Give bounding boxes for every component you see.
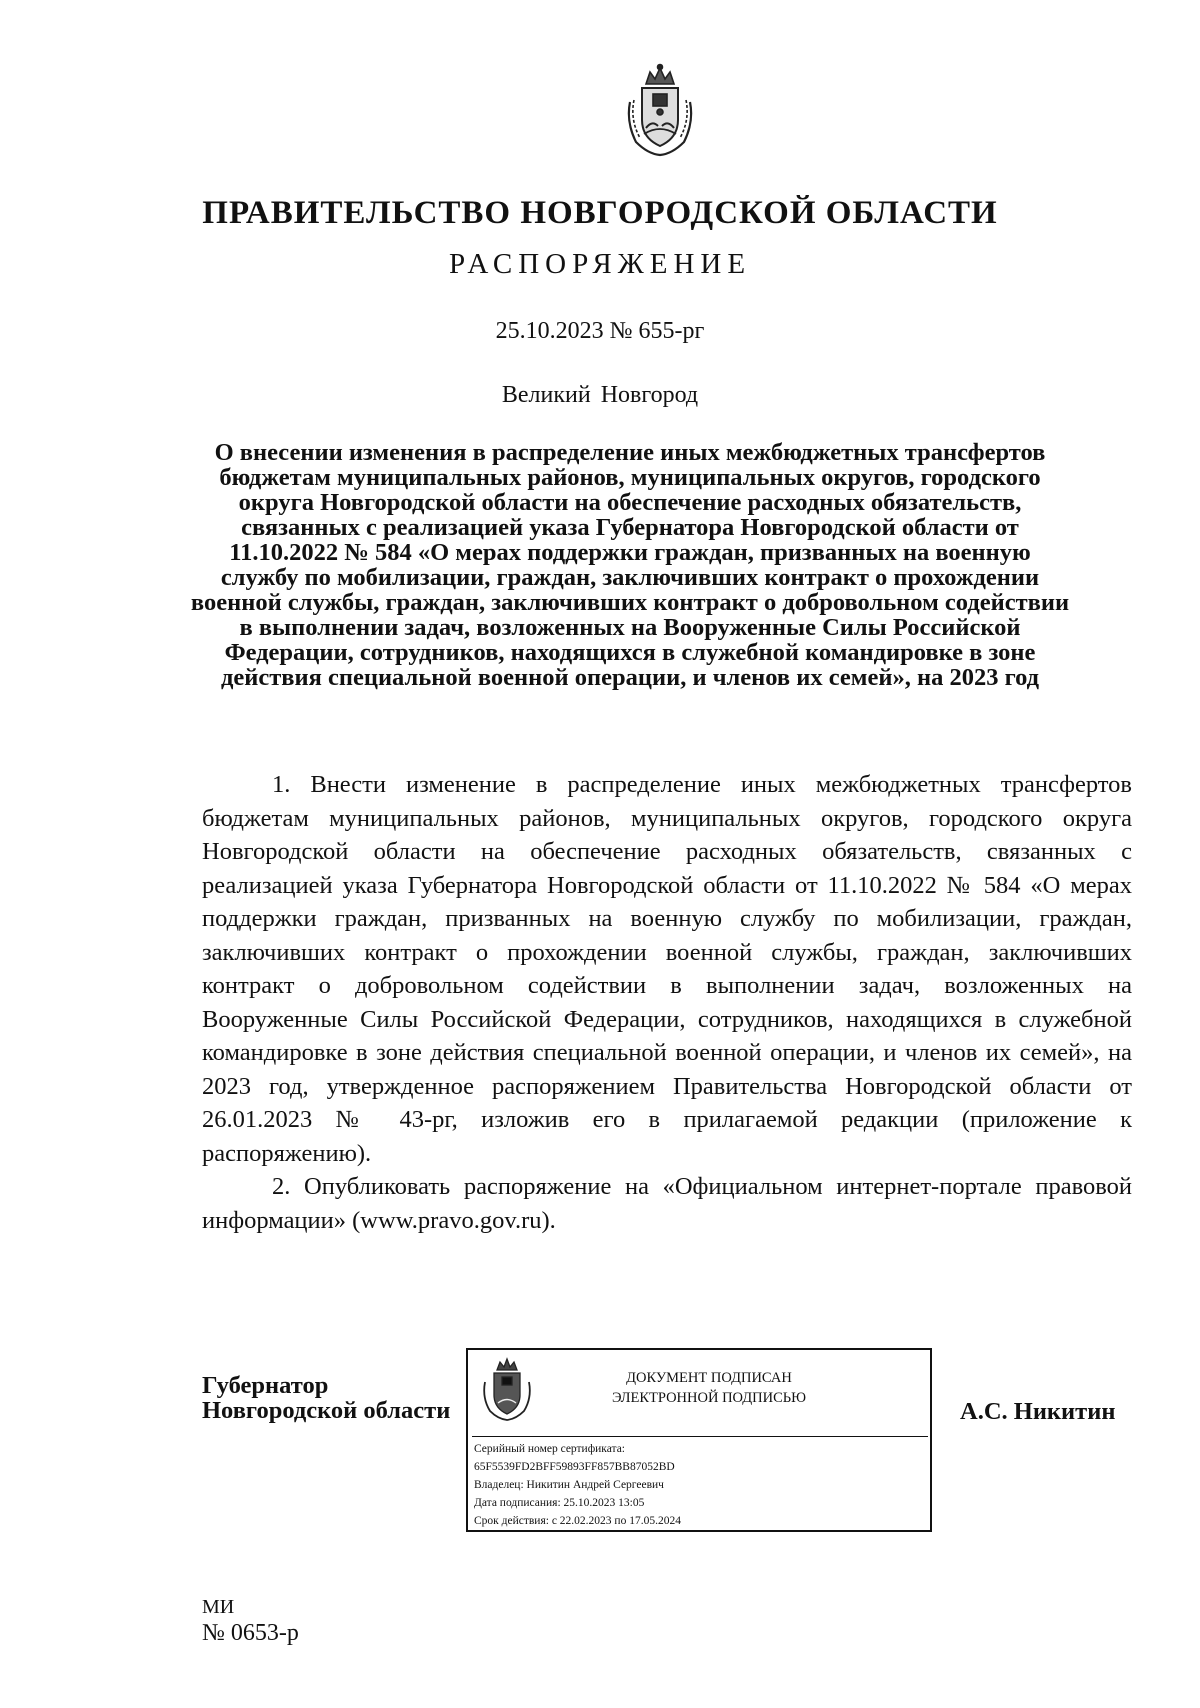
stamp-title (564, 1368, 854, 1408)
stamp-cert-label: Серийный номер сертификата: (474, 1443, 625, 1455)
footer-initials: МИ (202, 1596, 235, 1618)
document-body (202, 768, 1132, 1237)
stamp-validity: Срок действия: с 22.02.2023 по 17.05.2024 (474, 1515, 681, 1527)
novgorod-coat-of-arms-icon (480, 1356, 534, 1422)
stamp-signed-date: Дата подписания: 25.10.2023 13:05 (474, 1497, 645, 1509)
body-paragraph-1: 1. Внести изменение в распределение иных межбюджетных трансфертов бюджетам муниципальных районов, муниципальных округов, городского округа Новгородской области на обеспечение расходных обязательств, связанных с реализацией указа Губернатора Новгородской области от 11.10.2022 № 584 «О мерах поддержки граждан, призванных на военную службу по мобилизации, граждан, заключивших контракт о прохождении военной службы, граждан, заключивших контракт о добровольном содействии в выполнении задач, возложенных на Вооруженные Силы Российской Федерации, сотрудников, находящихся в служебной командировке в зоне действия специальной военной операции, и членов их семей», на 2023 год, утвержденное распоряжением Правительства Новгородской области от 26.01.2023 № 43-рг, изложив его в прилагаемой редакции (приложение к распоряжению). (202, 771, 1132, 1167)
document-city: Великий Новгород (501, 382, 699, 408)
footer-number: № 0653-р (202, 1620, 299, 1646)
signer-position-line-1: Губернатор (202, 1372, 329, 1399)
document-heading: О внесении изменения в распределение иных межбюджетных трансфертов бюджетам муниципальных районов, муниципальных округов, городского округа Новгородской области на обеспечение расходных обязательств, связанных с реализацией указа Губернатора Новгородской области от 11.10.2022 № 584 «О мерах поддержки граждан, призванных на военную службу по мобилизации, граждан, заключивших контракт о прохождении военной службы, граждан, заключивших контракт о добровольном содействии в выполнении задач, возложенных на Вооруженные Силы Российской Федерации, сотрудников, находящихся в служебной командировке в зоне действия специальной военной операции, и членов их семей», на 2023 год (190, 439, 1070, 691)
stamp-cert-number: 65F5539FD2BFF59893FF857BB87052BD (474, 1461, 675, 1473)
stamp-owner: Владелец: Никитин Андрей Сергеевич (474, 1479, 664, 1491)
stamp-divider (472, 1436, 928, 1437)
stamp-title-line-1: ДОКУМЕНТ ПОДПИСАН (626, 1370, 792, 1386)
signer-name: А.С. Никитин (960, 1398, 1116, 1425)
government-title: ПРАВИТЕЛЬСТВО НОВГОРОДСКОЙ ОБЛАСТИ (202, 195, 998, 231)
document-type: РАСПОРЯЖЕНИЕ (448, 248, 752, 280)
document-date-number: 25.10.2023 № 655-рг (495, 318, 705, 344)
stamp-title-line-2: ЭЛЕКТРОННОЙ ПОДПИСЬЮ (611, 1390, 807, 1406)
electronic-signature-stamp (466, 1348, 932, 1532)
signer-position (202, 1373, 450, 1423)
novgorod-coat-of-arms-icon (622, 62, 698, 158)
body-paragraph-2: 2. Опубликовать распоряжение на «Официальном интернет-портале правовой информации» (www.pravo.gov.ru). (202, 1173, 1132, 1234)
signer-position-line-2: Новгородской области (202, 1397, 451, 1424)
stamp-details (474, 1440, 681, 1530)
